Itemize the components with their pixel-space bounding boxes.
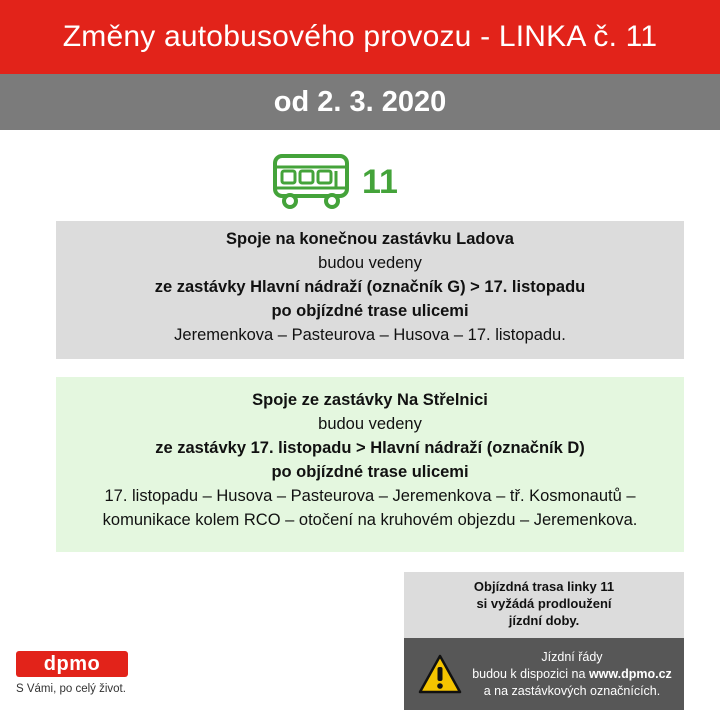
timetable-note — [404, 638, 684, 710]
logo-text: dpmo — [43, 652, 101, 675]
note-line-3: jízdní doby. — [508, 613, 580, 628]
notice-ladova — [56, 221, 684, 359]
notice-strelnice — [56, 377, 684, 552]
warning-icon — [404, 654, 466, 694]
notice-strelnice-from: ze zastávky 17. listopadu > Hlavní nádraží (označník D) — [155, 439, 585, 457]
note-line-2: si vyžádá prodloužení — [476, 596, 612, 611]
notice-strelnice-detour: po objízdné trase ulicemi — [271, 463, 469, 481]
header-date: od 2. 3. 2020 — [0, 74, 720, 130]
note-line-1: Objízdná trasa linky 11 — [473, 579, 615, 594]
line-indicator — [272, 150, 422, 214]
bus-icon — [272, 153, 350, 211]
notice-ladova-heading: Spoje na konečnou zastávku Ladova — [226, 230, 514, 248]
notice-ladova-from: ze zastávky Hlavní nádraží (označník G) > 17. listopadu — [154, 278, 586, 296]
notice-strelnice-heading: Spoje ze zastávky Na Střelnici — [252, 391, 488, 409]
tagline: S Vámi, po celý život. — [16, 683, 126, 695]
dpmo-link[interactable]: www.dpmo.cz — [588, 666, 672, 681]
timetable-line-1: Jízdní řády — [541, 649, 603, 664]
timetable-line-3: a na zastávkových označnících. — [483, 683, 661, 698]
travel-time-note — [404, 572, 684, 638]
header-title: Změny autobusového provozu - LINKA č. 11 — [0, 0, 720, 74]
notice-strelnice-route-1: 17. listopadu – Husova – Pasteurova – Jeremenkova – tř. Kosmonautů – — [104, 487, 636, 505]
notice-ladova-text: budou vedeny — [318, 254, 422, 272]
line-number: 11 — [362, 162, 398, 201]
timetable-line-2: budou k dispozici na — [472, 666, 589, 681]
notice-ladova-route: Jeremenkova – Pasteurova – Husova – 17. listopadu. — [174, 326, 566, 344]
notice-strelnice-text: budou vedeny — [318, 415, 422, 433]
notice-ladova-detour: po objízdné trase ulicemi — [271, 302, 469, 320]
notice-strelnice-route-2: komunikace kolem RCO – otočení na kruhovém objezdu – Jeremenkova. — [102, 511, 638, 529]
dpmo-logo — [16, 651, 128, 677]
